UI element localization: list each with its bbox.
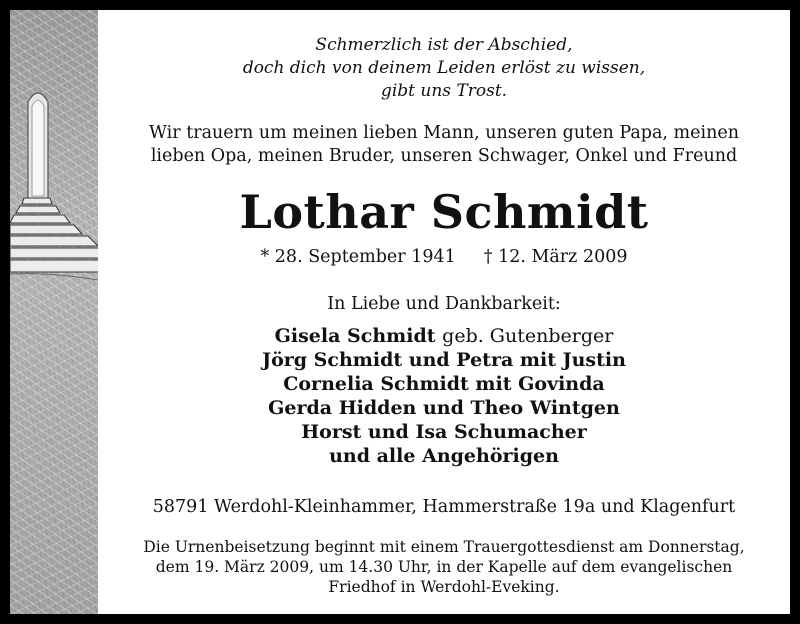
life-dates <box>98 246 790 268</box>
notice-line: dem 19. März 2009, um 14.30 Uhr, in der Kapelle auf dem evangelischen <box>155 558 733 576</box>
poem-line: Schmerzlich ist der Abschied, <box>315 35 573 55</box>
intro-line: lieben Opa, meinen Bruder, unseren Schwager, Onkel und Freund <box>150 146 738 166</box>
poem-line: doch dich von deinem Leiden erlöst zu wissen, <box>242 58 646 78</box>
mourners-list <box>98 324 790 468</box>
obituary-notice <box>10 10 790 614</box>
mourner-line: Horst und Isa Schumacher <box>301 421 587 443</box>
notice-text <box>98 10 790 614</box>
closing-phrase: In Liebe und Dankbarkeit: <box>327 294 561 314</box>
deceased-name: Lothar Schmidt <box>239 185 649 239</box>
poem-line: gibt uns Trost. <box>380 81 508 101</box>
staircase-icon <box>10 10 98 614</box>
mourner-line: Gerda Hidden und Theo Wintgen <box>268 397 620 419</box>
mourner-line: und alle Angehörigen <box>329 445 559 467</box>
mourner-line: Cornelia Schmidt mit Govinda <box>283 373 605 395</box>
notice-line: Die Urnenbeisetzung beginnt mit einem Trauergottesdienst am Donnerstag, <box>143 538 745 556</box>
mourner-line <box>98 324 790 348</box>
intro-text <box>98 122 790 168</box>
birth-date: * 28. September 1941 <box>260 247 456 267</box>
intro-line: Wir trauern um meinen lieben Mann, unseren guten Papa, meinen <box>148 123 740 143</box>
mourner-line: Jörg Schmidt und Petra mit Justin <box>262 349 626 371</box>
notice-line: Friedhof in Werdohl-Eveking. <box>328 578 560 596</box>
funeral-notice <box>98 537 790 597</box>
staircase-door-illustration <box>10 10 98 614</box>
poem <box>98 34 790 103</box>
maiden-name: geb. Gutenberger <box>442 325 614 347</box>
death-date: † 12. März 2009 <box>483 247 628 267</box>
address: 58791 Werdohl-Kleinhammer, Hammerstraße 19a und Klagenfurt <box>152 497 736 517</box>
mourner-name: Gisela Schmidt <box>274 325 436 347</box>
